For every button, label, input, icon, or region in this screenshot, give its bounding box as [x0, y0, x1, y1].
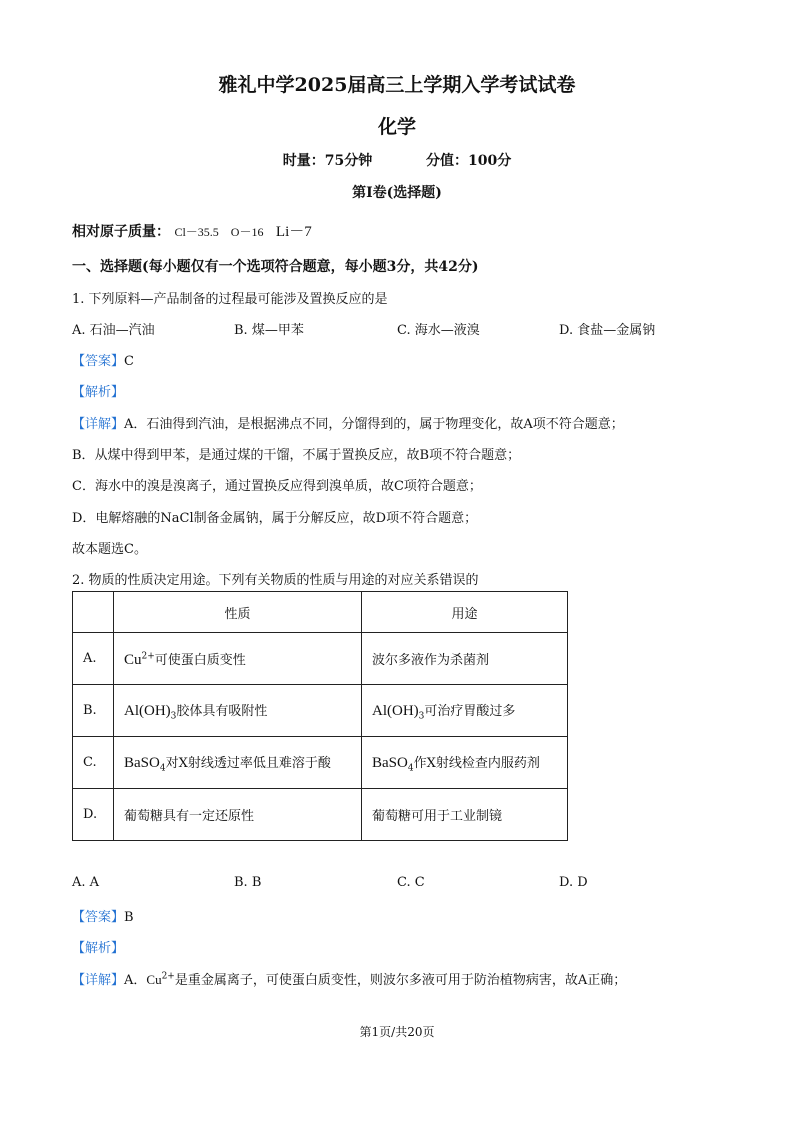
q1-stem: 1. 下列原料—产品制备的过程最可能涉及置换反应的是 — [72, 292, 388, 307]
formula-subscript: 3 — [418, 711, 425, 722]
formula-subscript: 3 — [170, 711, 177, 722]
formula-superscript: 2+ — [161, 971, 175, 982]
table-header-use: 用途 — [362, 592, 568, 633]
time-limit: 时量：75分钟 — [282, 153, 373, 169]
property-text: 葡萄糖具有一定还原性 — [124, 809, 255, 824]
use-text: 作X射线检查内服药剂 — [413, 755, 540, 771]
formula-subscript: 4 — [159, 763, 166, 774]
row-label: C. — [73, 737, 114, 789]
table-row — [73, 685, 568, 737]
formula: Al(OH) — [372, 702, 419, 719]
formula: Al(OH) — [124, 702, 171, 719]
page-number: 第1页/共20页 — [359, 1025, 435, 1039]
q1-conclusion: 故本题选C。 — [72, 542, 147, 557]
use-cell — [362, 789, 568, 841]
use-text: 可治疗胃酸过多 — [424, 703, 516, 719]
q2-answer — [72, 906, 134, 925]
atomic-mass-li: Li－7 — [275, 224, 312, 240]
subject-title: 化学 — [377, 116, 416, 138]
q1-option-d: D. 食盐—金属钠 — [559, 323, 656, 338]
q2-option-d: D. D — [559, 875, 588, 890]
detail-tag: 【详解】 — [72, 973, 125, 988]
table-row — [73, 737, 568, 789]
table-row — [73, 789, 568, 841]
formula: BaSO — [124, 754, 160, 771]
section-title: 一、选择题(每小题仅有一个选项符合题意，每小题3分，共42分) — [72, 259, 479, 275]
use-cell — [362, 633, 568, 685]
detail-tag: 【详解】 — [72, 417, 125, 432]
q2-option-c: C. C — [397, 875, 425, 890]
formula: Cu — [124, 651, 142, 668]
atomic-mass-line — [72, 220, 312, 241]
q1-detail-line-4: D．电解熔融的NaCl制备金属钠，属于分解反应，故D项不符合题意； — [72, 511, 478, 526]
q1-detail-line-1 — [72, 413, 624, 432]
table-header-blank — [73, 592, 114, 633]
full-score: 分值：100分 — [426, 153, 512, 169]
volume-title: 第Ⅰ卷(选择题) — [352, 185, 442, 201]
formula: Cu — [146, 972, 162, 987]
use-text: 波尔多液作为杀菌剂 — [372, 653, 490, 668]
property-text: 可使蛋白质变性 — [154, 652, 246, 668]
answer-tag: 【答案】 — [72, 910, 125, 925]
formula-superscript: 2+ — [141, 651, 155, 662]
exam-title: 雅礼中学2025届高三上学期入学考试试卷 — [218, 74, 576, 96]
q2-stem: 2. 物质的性质决定用途。下列有关物质的性质与用途的对应关系错误的 — [72, 573, 479, 588]
q2-option-a: A. A — [72, 875, 100, 890]
q1-option-a: A. 石油—汽油 — [72, 323, 155, 338]
formula: BaSO — [372, 754, 408, 771]
atomic-mass-label: 相对原子质量： — [72, 224, 170, 240]
q2-table — [72, 591, 568, 841]
q1-answer — [72, 350, 134, 369]
exam-meta — [0, 150, 794, 170]
answer-tag: 【答案】 — [72, 354, 125, 369]
q1-option-c: C. 海水—液溴 — [397, 323, 480, 338]
use-text: 葡萄糖可用于工业制镜 — [372, 809, 503, 824]
q2-analysis-tag: 【解析】 — [72, 941, 125, 956]
detail-text: 是重金属离子，可使蛋白质变性，则波尔多液可用于防治植物病害，故A正确； — [174, 973, 627, 988]
table-header-property: 性质 — [114, 592, 362, 633]
q2-option-b: B. B — [234, 875, 262, 890]
table-header-row — [73, 592, 568, 633]
answer-value: C — [124, 354, 134, 369]
q1-detail-line-2: B．从煤中得到甲苯，是通过煤的干馏，不属于置换反应，故B项不符合题意； — [72, 448, 521, 463]
q1-option-b: B. 煤—甲苯 — [234, 323, 304, 338]
property-cell — [114, 685, 362, 737]
use-cell — [362, 737, 568, 789]
q1-analysis-tag: 【解析】 — [72, 385, 125, 400]
atomic-mass-values: Cl－35.5 O－16 — [174, 225, 264, 239]
formula-subscript: 4 — [407, 763, 414, 774]
property-text: 对X射线透过率低且难溶于酸 — [165, 755, 331, 771]
row-label: A. — [73, 633, 114, 685]
q1-detail-line-3: C．海水中的溴是溴离子，通过置换反应得到溴单质，故C项符合题意； — [72, 479, 482, 494]
property-cell — [114, 789, 362, 841]
property-text: 胶体具有吸附性 — [176, 703, 268, 719]
row-label: B. — [73, 685, 114, 737]
use-cell — [362, 685, 568, 737]
table-row — [73, 633, 568, 685]
detail-prefix: A． — [124, 973, 147, 988]
row-label: D. — [73, 789, 114, 841]
answer-value: B — [124, 910, 134, 925]
q2-detail-line-1 — [72, 969, 626, 988]
property-cell — [114, 737, 362, 789]
property-cell — [114, 633, 362, 685]
detail-text: A．石油得到汽油，是根据沸点不同，分馏得到的，属于物理变化，故A项不符合题意； — [124, 417, 624, 432]
